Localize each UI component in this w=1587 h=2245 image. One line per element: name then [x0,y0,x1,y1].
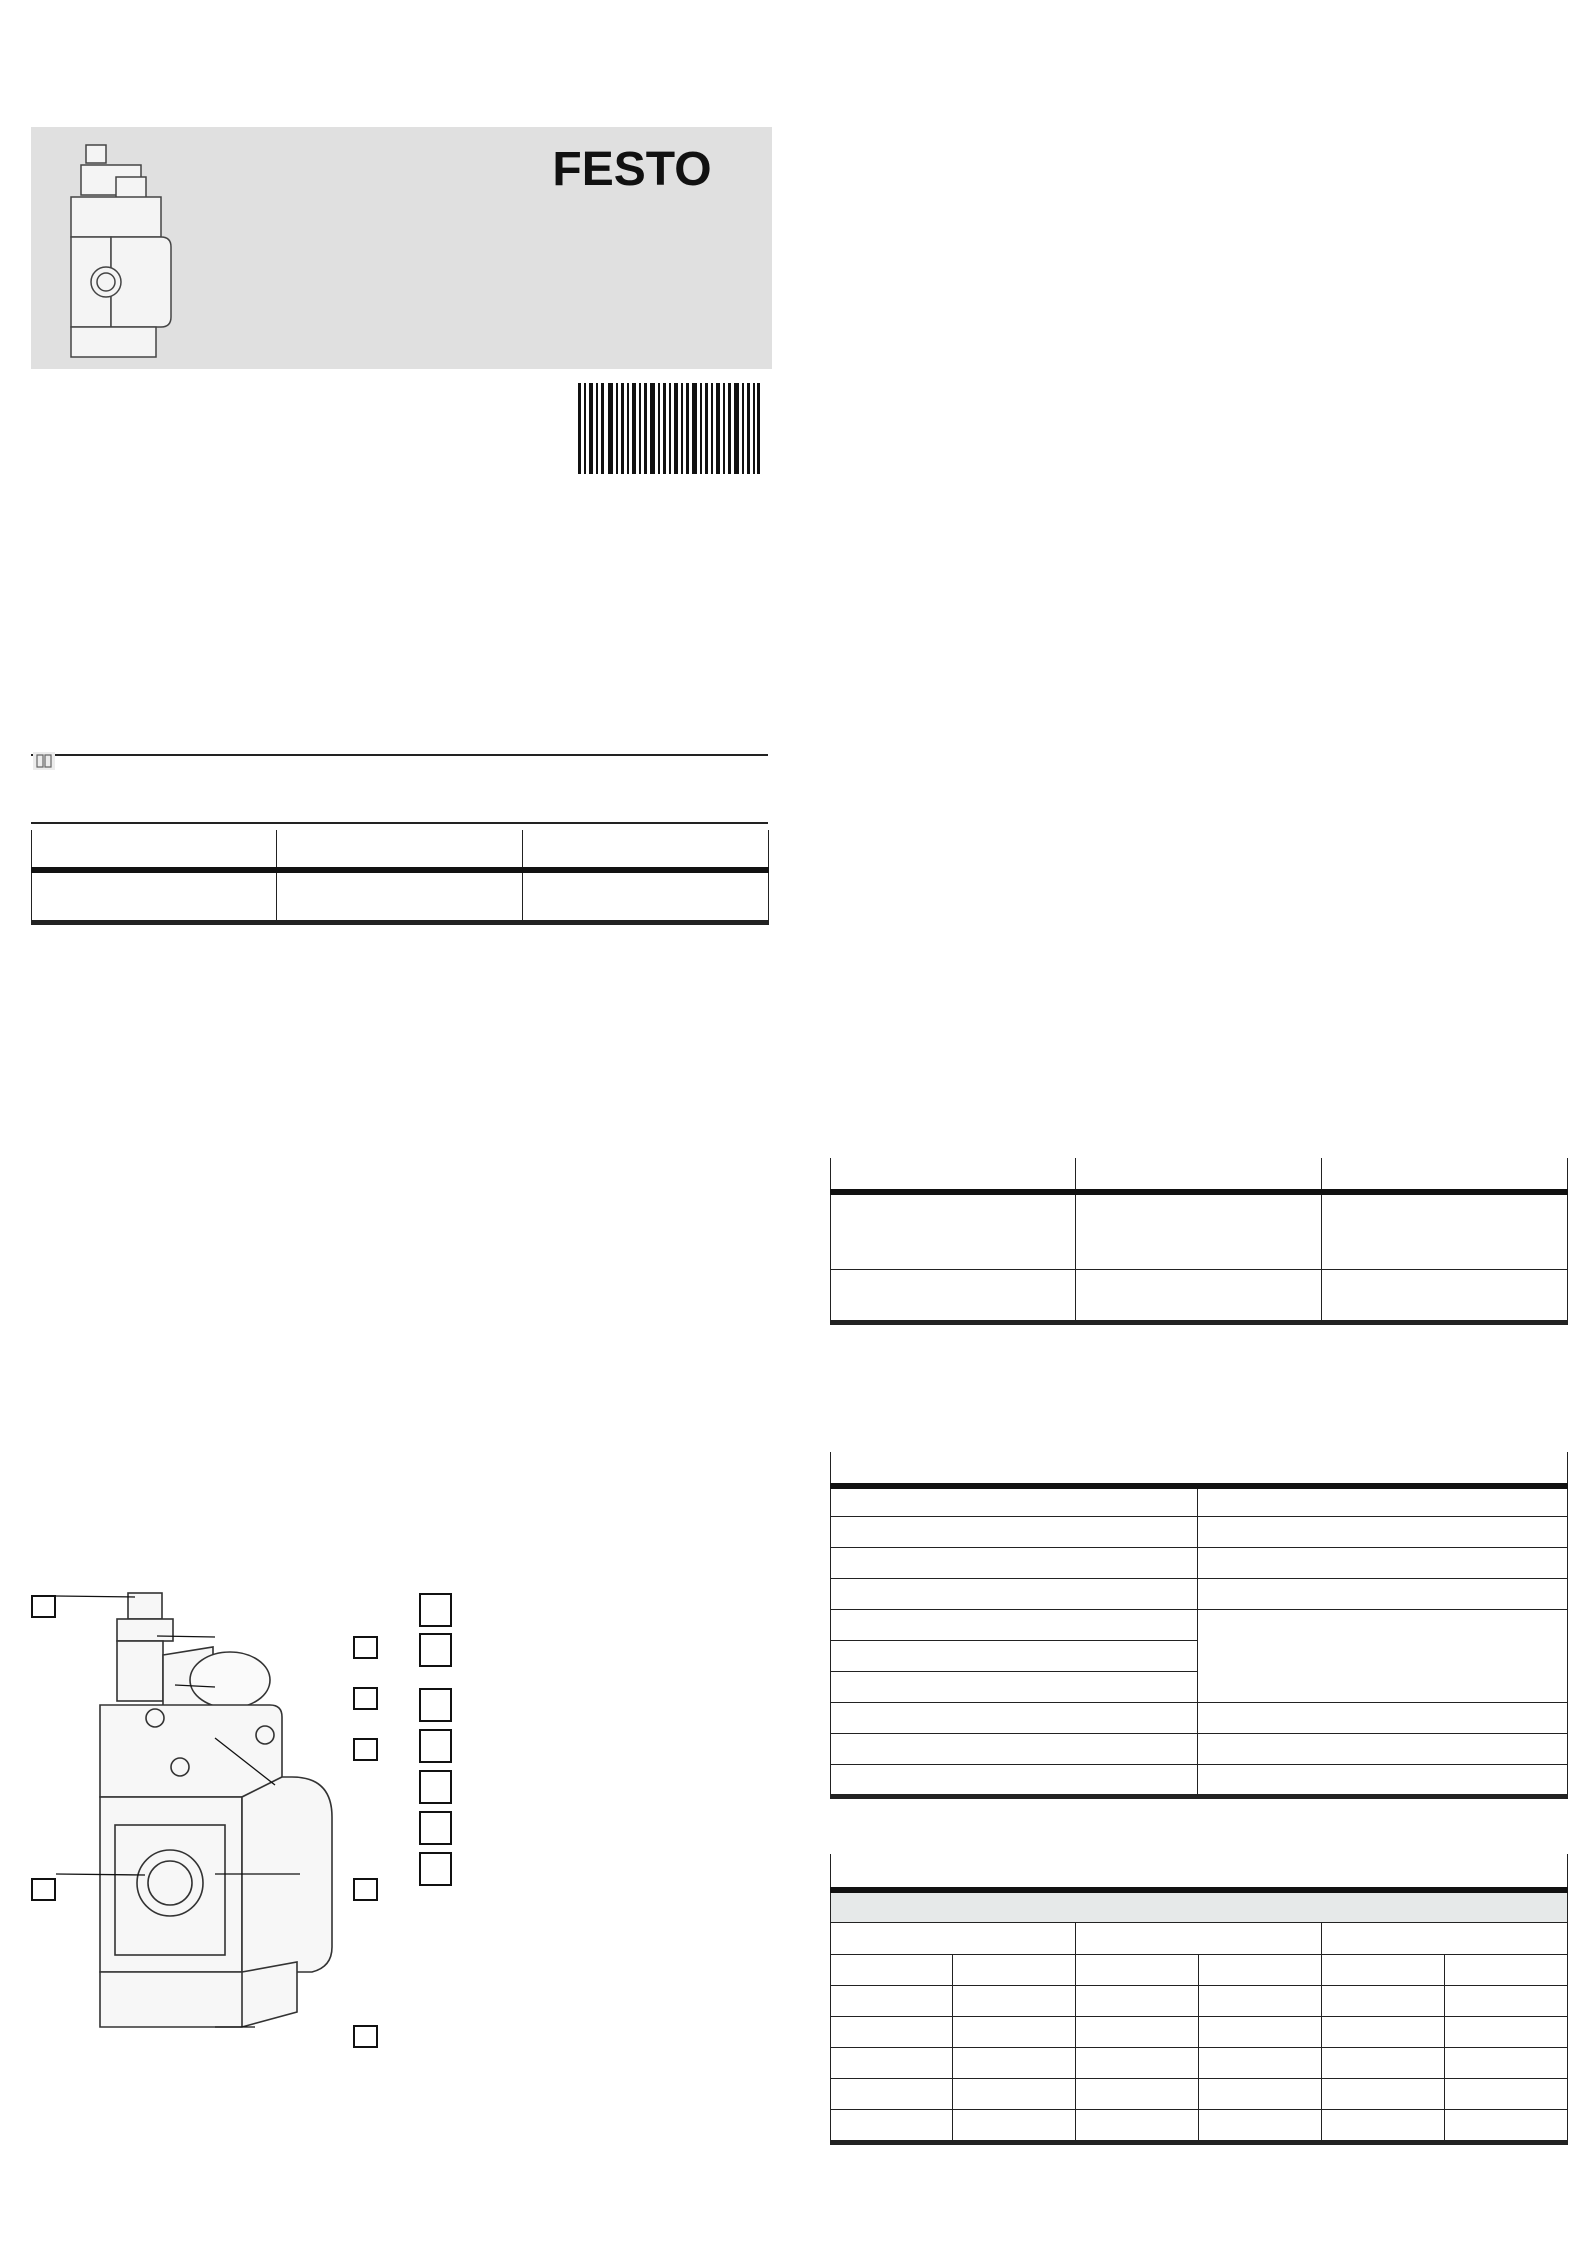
table-cell [831,1764,1198,1796]
table-cell [1199,2047,1322,2078]
table-header-cell [1322,1158,1568,1192]
barcode-icon [578,383,760,474]
product-drawing [56,137,206,362]
legend-box-7 [419,1852,452,1886]
table-cell [1076,1192,1322,1269]
table-title-row [831,1854,1568,1890]
table-cell [1076,1954,1199,1985]
product-overview-figure [25,1575,445,2075]
legend-box-3 [419,1688,452,1722]
table-cell [1076,2047,1199,2078]
table-cell [1198,1547,1568,1578]
table-group-cell [831,1890,1568,1922]
table-cell [1198,1578,1568,1609]
table-cell [523,870,769,922]
table-row [831,1609,1568,1640]
table-cell [953,2078,1076,2109]
table-cell [831,2016,953,2047]
divider-top [31,754,768,756]
table-row [831,1764,1568,1796]
table-row [831,1985,1568,2016]
table-cell [1076,1985,1199,2016]
table-cell [1198,1733,1568,1764]
table-cell [1198,1702,1568,1733]
legend-box-6 [419,1811,452,1845]
table-row [831,1486,1568,1516]
table-row [831,1954,1568,1985]
header-banner [31,127,772,369]
table-header-cell [1076,1922,1322,1954]
table-cell [1322,2078,1445,2109]
table-cell [831,2047,953,2078]
table-row [831,1516,1568,1547]
table-row [831,1547,1568,1578]
table-header-cell [523,830,769,870]
table-header-row [831,1922,1568,1954]
table-cell [1198,1609,1568,1702]
table-row [831,2109,1568,2142]
table-cell [831,1671,1198,1702]
table-cell [1445,1954,1568,1985]
table-cell [831,1578,1198,1609]
document-table-right-1 [830,1158,1568,1325]
table-row [831,1702,1568,1733]
document-table-top-left [31,830,769,925]
table-cell [1199,1954,1322,1985]
table-cell [953,1954,1076,1985]
svg-text:FESTO: FESTO [552,143,712,196]
legend-box-2 [419,1633,452,1667]
table-cell [1199,1985,1322,2016]
table-cell [1445,2016,1568,2047]
table-cell [1445,2109,1568,2142]
table-row [831,2047,1568,2078]
table-cell [1076,2016,1199,2047]
table-cell [1445,1985,1568,2016]
table-cell [1322,1269,1568,1322]
table-cell [1199,2109,1322,2142]
document-table-right-2 [830,1452,1568,1799]
table-cell [953,1985,1076,2016]
table-header-row [32,830,769,870]
table-cell [831,1954,953,1985]
callout-box-4 [353,1738,378,1761]
table-cell [831,1733,1198,1764]
table-cell [1322,1985,1445,2016]
callout-box-7 [353,2025,378,2048]
callout-box-6 [353,1878,378,1901]
table-cell [32,870,277,922]
table-header-row [831,1452,1568,1486]
divider-reference [31,822,768,824]
table-header-cell [277,830,523,870]
table-row [831,1578,1568,1609]
table-cell [1198,1764,1568,1796]
table-cell [1322,1192,1568,1269]
table-cell [831,2109,953,2142]
table-header-row [831,1158,1568,1192]
table-cell [831,1609,1198,1640]
table-title-cell [831,1854,1568,1890]
table-cell [831,1486,1198,1516]
table-cell [1322,2047,1445,2078]
callout-box-3 [353,1687,378,1710]
table-header-cell [831,1922,1076,1954]
table-cell [1198,1516,1568,1547]
table-cell [831,1516,1198,1547]
table-header-cell [1322,1922,1568,1954]
document-table-right-3 [830,1854,1568,2145]
table-cell [1445,2047,1568,2078]
table-row [32,870,769,922]
festo-logo [527,135,737,205]
legend-box-4 [419,1729,452,1763]
book-icon [33,752,55,770]
table-cell [1322,2109,1445,2142]
table-cell [831,1269,1076,1322]
table-cell [1199,2078,1322,2109]
table-row [831,1269,1568,1322]
table-row [831,2016,1568,2047]
table-header-cell [1076,1158,1322,1192]
table-group-row [831,1890,1568,1922]
table-row [831,1192,1568,1269]
table-cell [1076,2078,1199,2109]
table-cell [953,2016,1076,2047]
table-cell [1198,1486,1568,1516]
table-cell [831,1192,1076,1269]
table-cell [953,2047,1076,2078]
callout-box-2 [353,1636,378,1659]
table-cell [1199,2016,1322,2047]
table-header-cell [831,1158,1076,1192]
table-row [831,2078,1568,2109]
callout-box-5 [31,1878,56,1901]
table-cell [1076,2109,1199,2142]
table-header-cell [831,1452,1568,1486]
table-cell [277,870,523,922]
table-cell [831,1640,1198,1671]
table-cell [831,1547,1198,1578]
table-cell [831,1702,1198,1733]
table-header-cell [32,830,277,870]
table-cell [831,1985,953,2016]
table-cell [953,2109,1076,2142]
legend-box-5 [419,1770,452,1804]
table-row [831,1733,1568,1764]
table-cell [1322,2016,1445,2047]
table-cell [1445,2078,1568,2109]
table-cell [1322,1954,1445,1985]
callout-box-1 [31,1595,56,1618]
legend-box-1 [419,1593,452,1627]
table-cell [1076,1269,1322,1322]
table-cell [831,2078,953,2109]
